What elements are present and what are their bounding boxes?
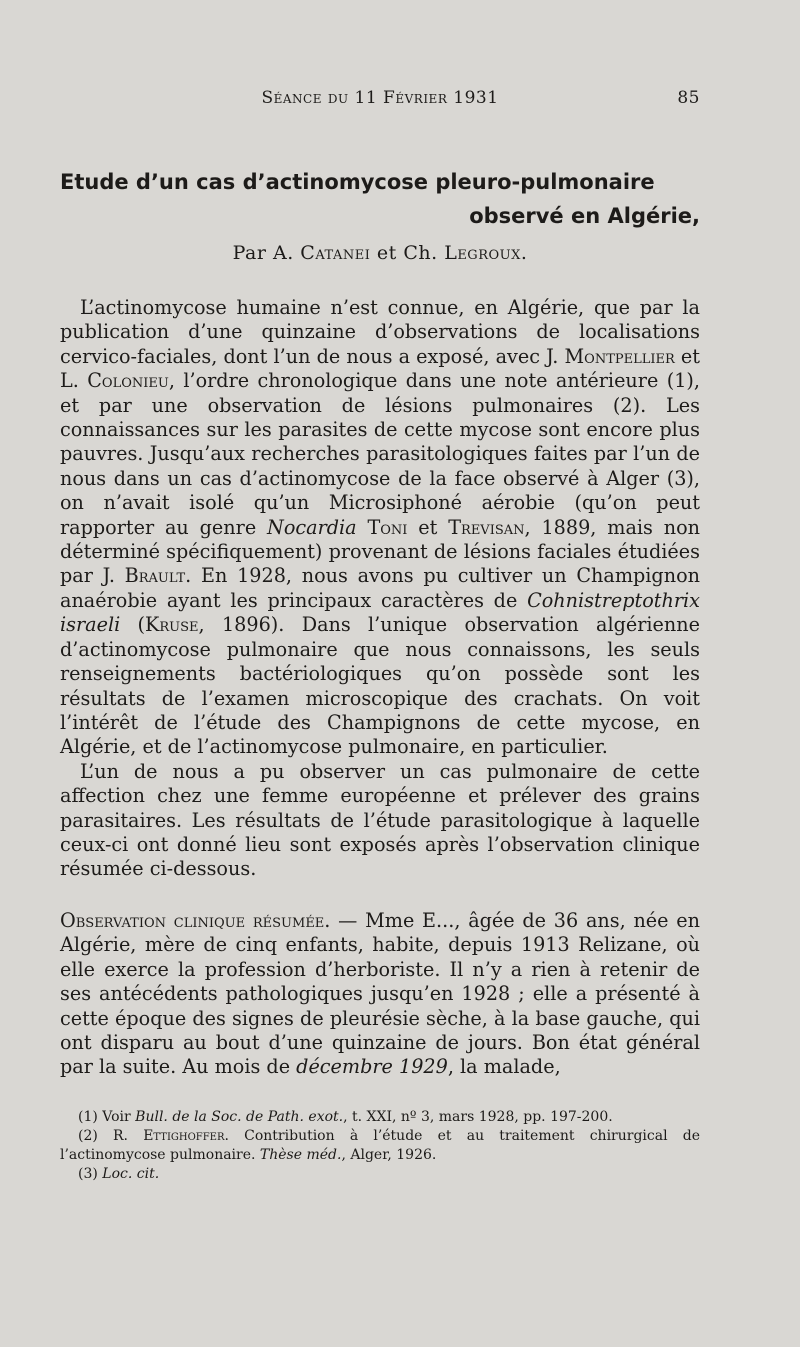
- genus-name: Nocardia: [267, 515, 357, 539]
- text-run: L’actinomycose humaine n’est connue, en Algérie, que par la publication d’une quinzaine d’observations de localisations cervico-faciales, dont l’un de nous a exposé, avec J.: [60, 296, 700, 368]
- text-run: , t. XXI, nº 3, mars 1928, pp. 197-200.: [343, 1109, 613, 1125]
- person-name: Kruse: [145, 613, 199, 637]
- text-run: (3): [78, 1166, 103, 1182]
- running-title: Séance du 11 Février 1931: [261, 88, 499, 108]
- person-name: Colonieu: [87, 369, 169, 393]
- text-run: , 1889, mais non déterminé spécifiquement) provenant de lésions faciales étudiées par J.: [60, 515, 701, 588]
- person-name: Trevisan: [448, 515, 525, 539]
- clinical-observation: [60, 909, 700, 1080]
- text-run: (: [120, 613, 146, 637]
- text-run: (1) Voir: [78, 1109, 136, 1125]
- text-run: . Contribution à l’étude et au traitement chirurgical de l’actinomycose pulmonaire.: [60, 1128, 700, 1163]
- paragraph: [60, 909, 700, 1080]
- text-run: et L.: [60, 344, 700, 393]
- citation-text: Loc. cit.: [102, 1166, 160, 1182]
- article-title-line1: Etude d’un cas d’actinomycose pleuro-pulmonaire: [60, 170, 655, 194]
- text-run: . En 1928, nous avons pu cultiver un Champignon anaérobie ayant les principaux caractères de: [60, 564, 700, 612]
- author-name: Catanei: [300, 242, 371, 264]
- article-body: [60, 296, 700, 882]
- footnote-2: [60, 1127, 700, 1165]
- paragraph: L’un de nous a pu observer un cas pulmonaire de cette affection chez une femme européenne et prélever des grains parasitaires. Les résultats de l’étude parasitologique à laquelle ceux-ci ont donné lieu sont exposés après l’observation clinique résumée ci-dessous.: [60, 759, 700, 881]
- text-run: et: [407, 515, 449, 539]
- person-name: Brault: [124, 564, 186, 588]
- species-name: Cohnistreptothrix israeli: [60, 588, 700, 637]
- article-title: [60, 165, 700, 233]
- person-name: Montpellier: [564, 344, 675, 368]
- running-head: [60, 88, 700, 108]
- text-run: — Mme E..., âgée de 36 ans, née en Algérie, mère de cinq enfants, habite, depuis 1913 Relizane, où elle exerce la profession d’herboriste. Il n’y a rien à retenir de ses antécédents pathologiques jusqu’en 1928 ; elle a présenté à cette époque des signes de pleurésie sèche, à la base gauche, qui ont disparu au bout d’une quinzaine de jours. Bon état général par la suite. Au mois de: [60, 909, 700, 1079]
- text-run: [357, 516, 368, 539]
- authors-line: [60, 242, 700, 264]
- text-run: , la malade,: [447, 1055, 561, 1079]
- paragraph: [60, 296, 700, 760]
- article-title-line2: observé en Algérie,: [469, 204, 700, 228]
- journal-title: Bull. de la Soc. de Path. exot.: [135, 1109, 344, 1125]
- page-number: 85: [677, 88, 700, 108]
- date-text: décembre 1929: [296, 1055, 448, 1079]
- footnote-1: [60, 1108, 700, 1127]
- person-name: Toni: [367, 515, 408, 539]
- footnotes: [60, 1108, 700, 1184]
- authors-prefix: Par A.: [232, 242, 294, 264]
- authors-join: et Ch.: [376, 242, 438, 264]
- text-run: , Alger, 1926.: [341, 1147, 437, 1163]
- thesis-title: Thèse méd.: [259, 1147, 342, 1163]
- footnote-3: [60, 1165, 700, 1184]
- text-run: (2) R.: [78, 1128, 144, 1144]
- text-run: , l’ordre chronologique dans une note antérieure (1), et par une observation de lésions pulmonaires (2). Les connaissances sur les parasites de cette mycose sont encore plus pauvres. Jusqu’aux recherches parasitologiques faites par l’un de nous dans un cas d’actinomycose de la face observé à Alger (3), on n’avait isolé qu’un Microsiphoné aérobie (qu’on peut rapporter au genre: [60, 369, 700, 539]
- text-run: , 1896). Dans l’unique observation algérienne d’actinomycose pulmonaire que nous connaissons, les seuls renseignements bactériologiques qu’on possède sont les résultats de l’examen microscopique des crachats. On voit l’intérêt de l’étude des Champignons de cette mycose, en Algérie, et de l’actinomycose pulmonaire, en particulier.: [60, 613, 700, 759]
- person-name: Ettighoffer: [143, 1128, 225, 1144]
- author-name: Legroux.: [444, 242, 528, 264]
- section-heading: Observation clinique résumée.: [60, 909, 331, 932]
